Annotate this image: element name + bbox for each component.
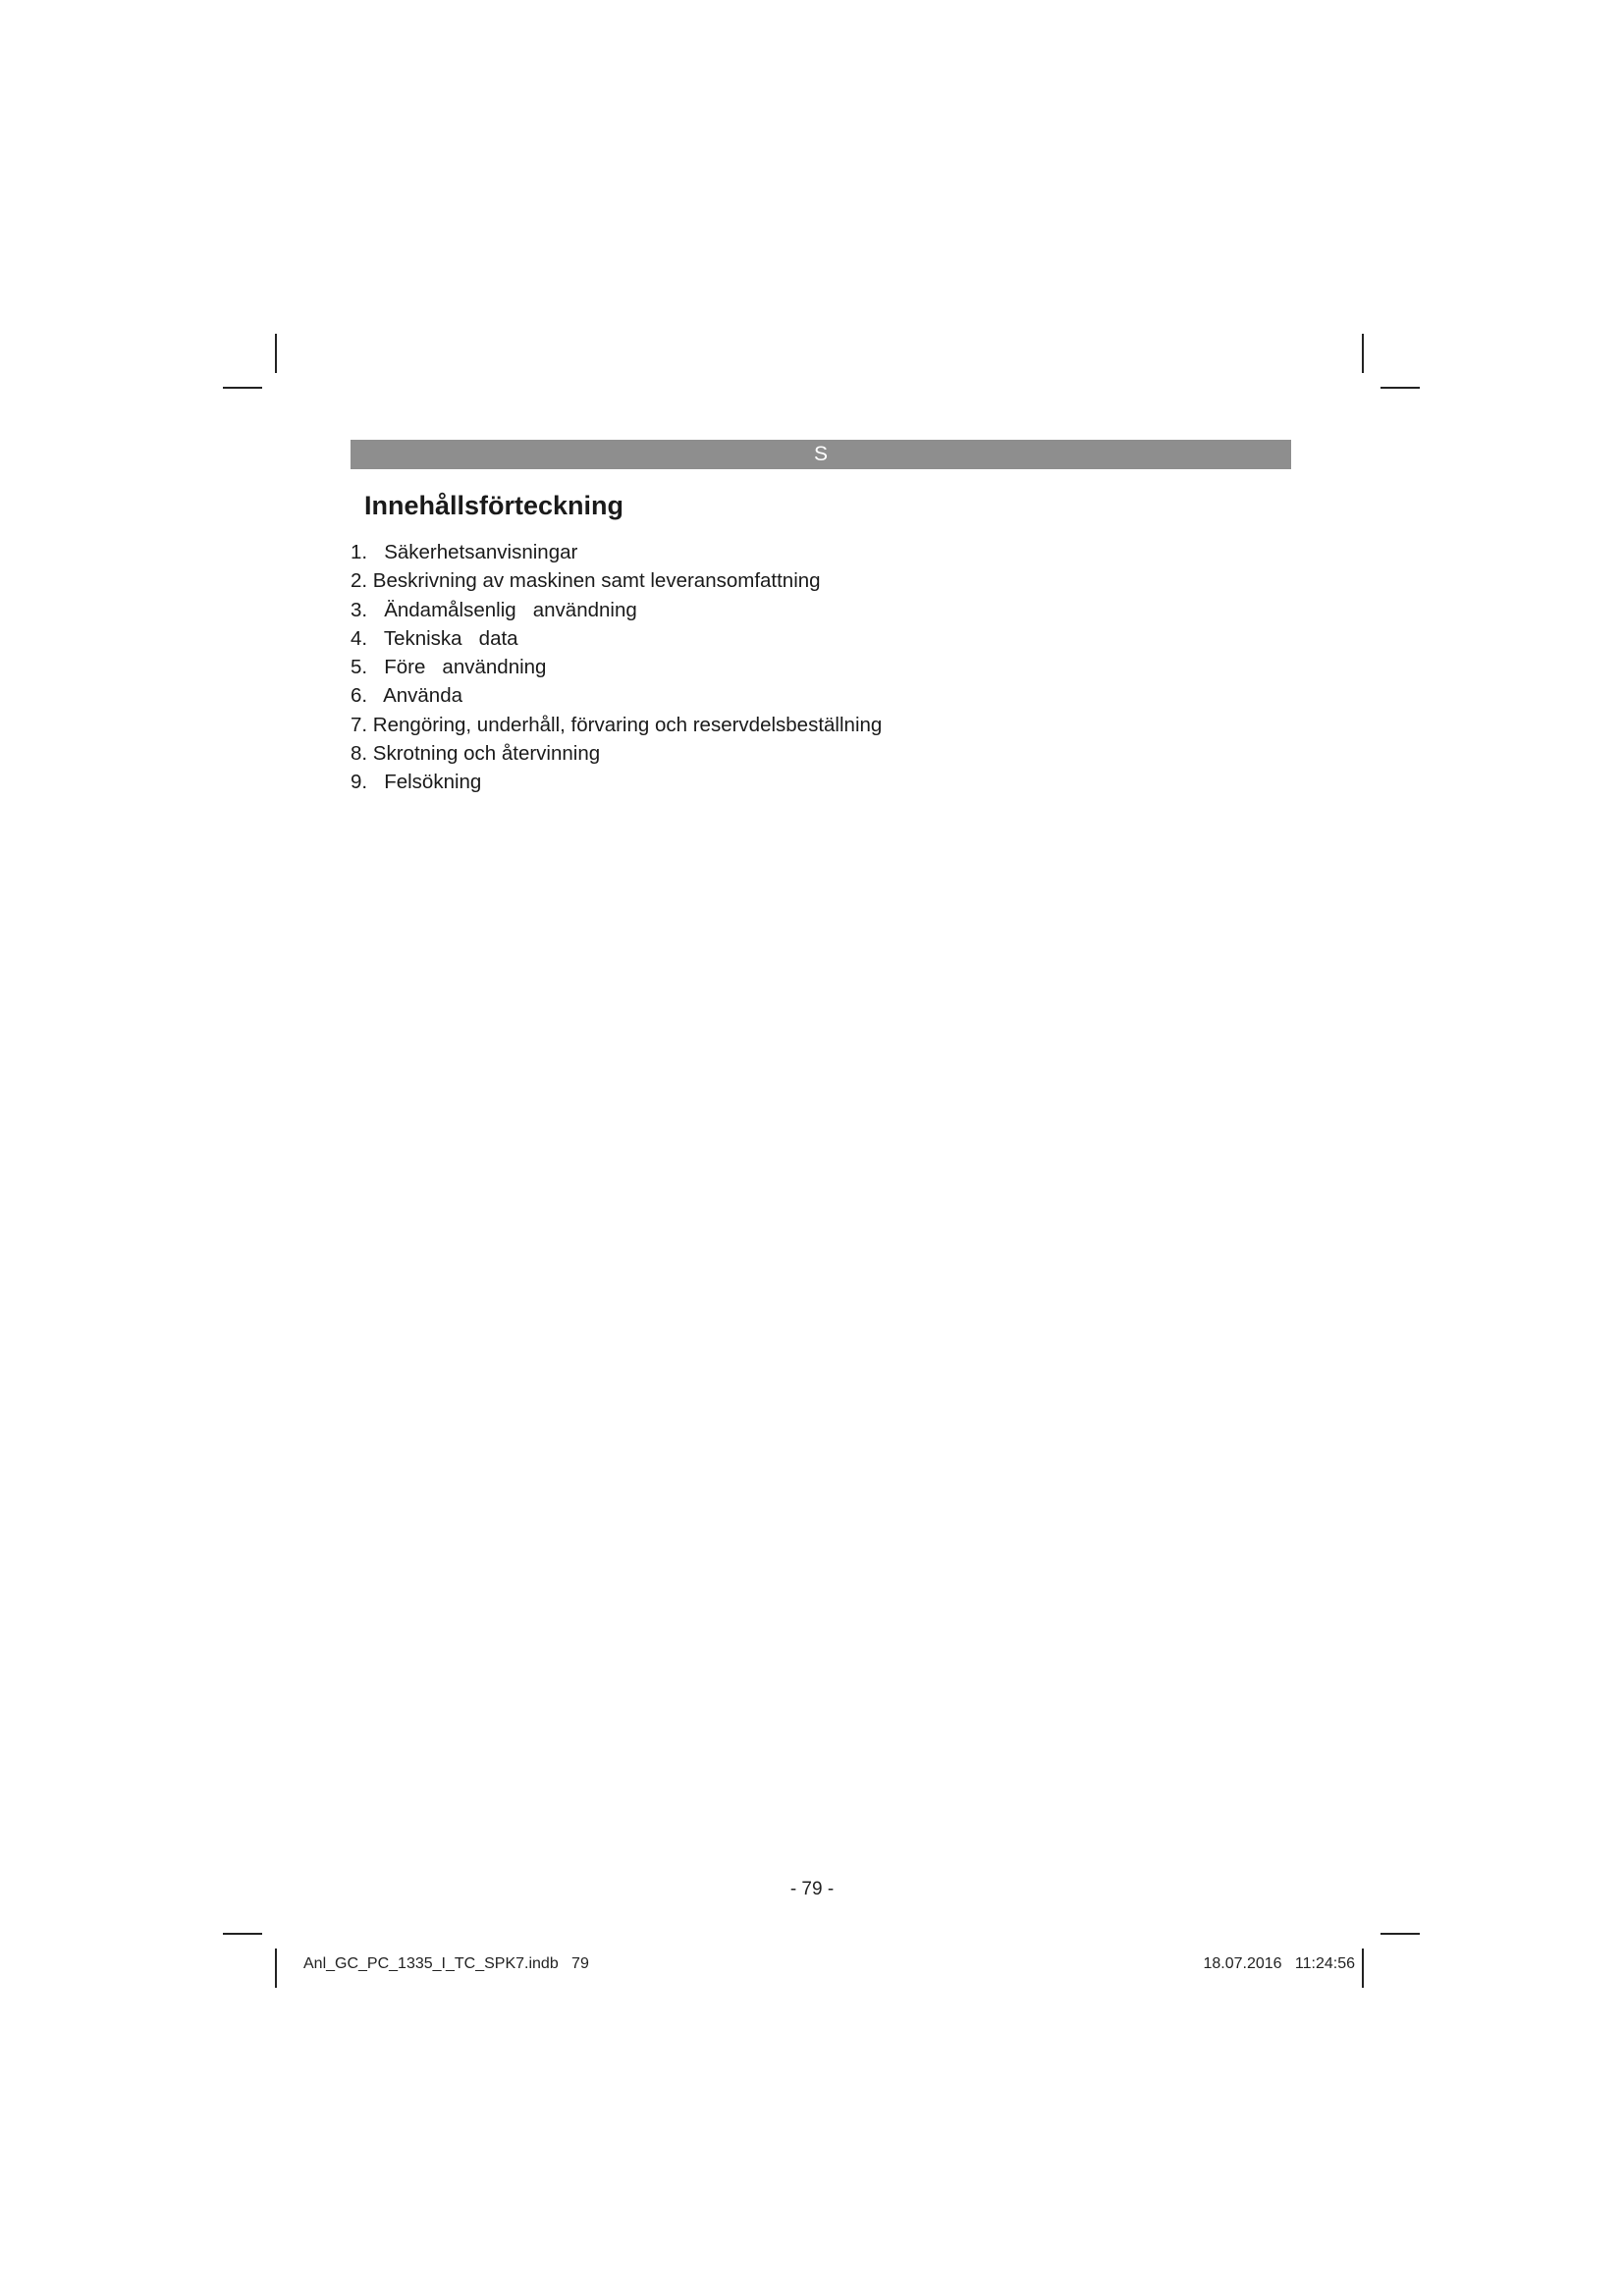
- toc-item-label: Beskrivning av maskinen samt leveransomfattning: [367, 569, 821, 593]
- crop-mark-top-right-horizontal: [1380, 387, 1420, 389]
- toc-item[interactable]: [351, 566, 882, 595]
- toc-item[interactable]: [351, 739, 882, 768]
- toc-item-number: 2.: [351, 569, 368, 593]
- toc-item-number: 7.: [351, 713, 368, 736]
- toc-item[interactable]: [351, 538, 882, 566]
- crop-mark-top-left-vertical: [275, 334, 277, 373]
- toc-item-label: Ändamålsenlig användning: [367, 598, 637, 621]
- crop-mark-top-right-vertical: [1362, 334, 1364, 373]
- toc-item-label: Rengöring, underhåll, förvaring och reservdelsbeställning: [367, 713, 883, 736]
- page-number: - 79 -: [789, 1879, 835, 1899]
- toc-item-label: Skrotning och återvinning: [367, 742, 601, 766]
- toc-item-label: Tekniska data: [367, 626, 518, 650]
- toc-item[interactable]: [351, 624, 882, 653]
- toc-item-number: 5.: [351, 656, 368, 679]
- toc-item[interactable]: [351, 768, 882, 796]
- toc-item-number: 3.: [351, 598, 368, 621]
- toc-item-number: 8.: [351, 742, 368, 766]
- crop-mark-bottom-right-horizontal: [1380, 1933, 1420, 1935]
- toc-item[interactable]: [351, 653, 882, 681]
- crop-mark-bottom-right-vertical: [1362, 1949, 1364, 1988]
- toc-item-number: 6.: [351, 684, 368, 708]
- footer-file-info: Anl_GC_PC_1335_I_TC_SPK7.indb 79: [303, 1955, 589, 1972]
- toc-item-label: Säkerhetsanvisningar: [367, 541, 578, 563]
- language-code: S: [813, 443, 828, 465]
- toc-item-number: 1.: [351, 541, 368, 563]
- crop-mark-bottom-left-horizontal: [223, 1933, 262, 1935]
- language-header-bar: [351, 440, 1291, 469]
- crop-mark-bottom-left-vertical: [275, 1949, 277, 1988]
- crop-mark-top-left-horizontal: [223, 387, 262, 389]
- toc-list: [351, 538, 882, 797]
- toc-item[interactable]: [351, 681, 882, 710]
- toc-item-label: Före användning: [367, 656, 547, 679]
- toc-item-label: Felsökning: [367, 771, 482, 794]
- toc-title: Innehållsförteckning: [364, 491, 624, 520]
- toc-item-number: 4.: [351, 626, 368, 650]
- toc-item-number: 9.: [351, 771, 368, 794]
- toc-item-label: Använda: [367, 684, 462, 708]
- footer-timestamp: 18.07.2016 11:24:56: [1203, 1955, 1355, 1972]
- toc-item[interactable]: [351, 596, 882, 624]
- toc-item[interactable]: [351, 711, 882, 739]
